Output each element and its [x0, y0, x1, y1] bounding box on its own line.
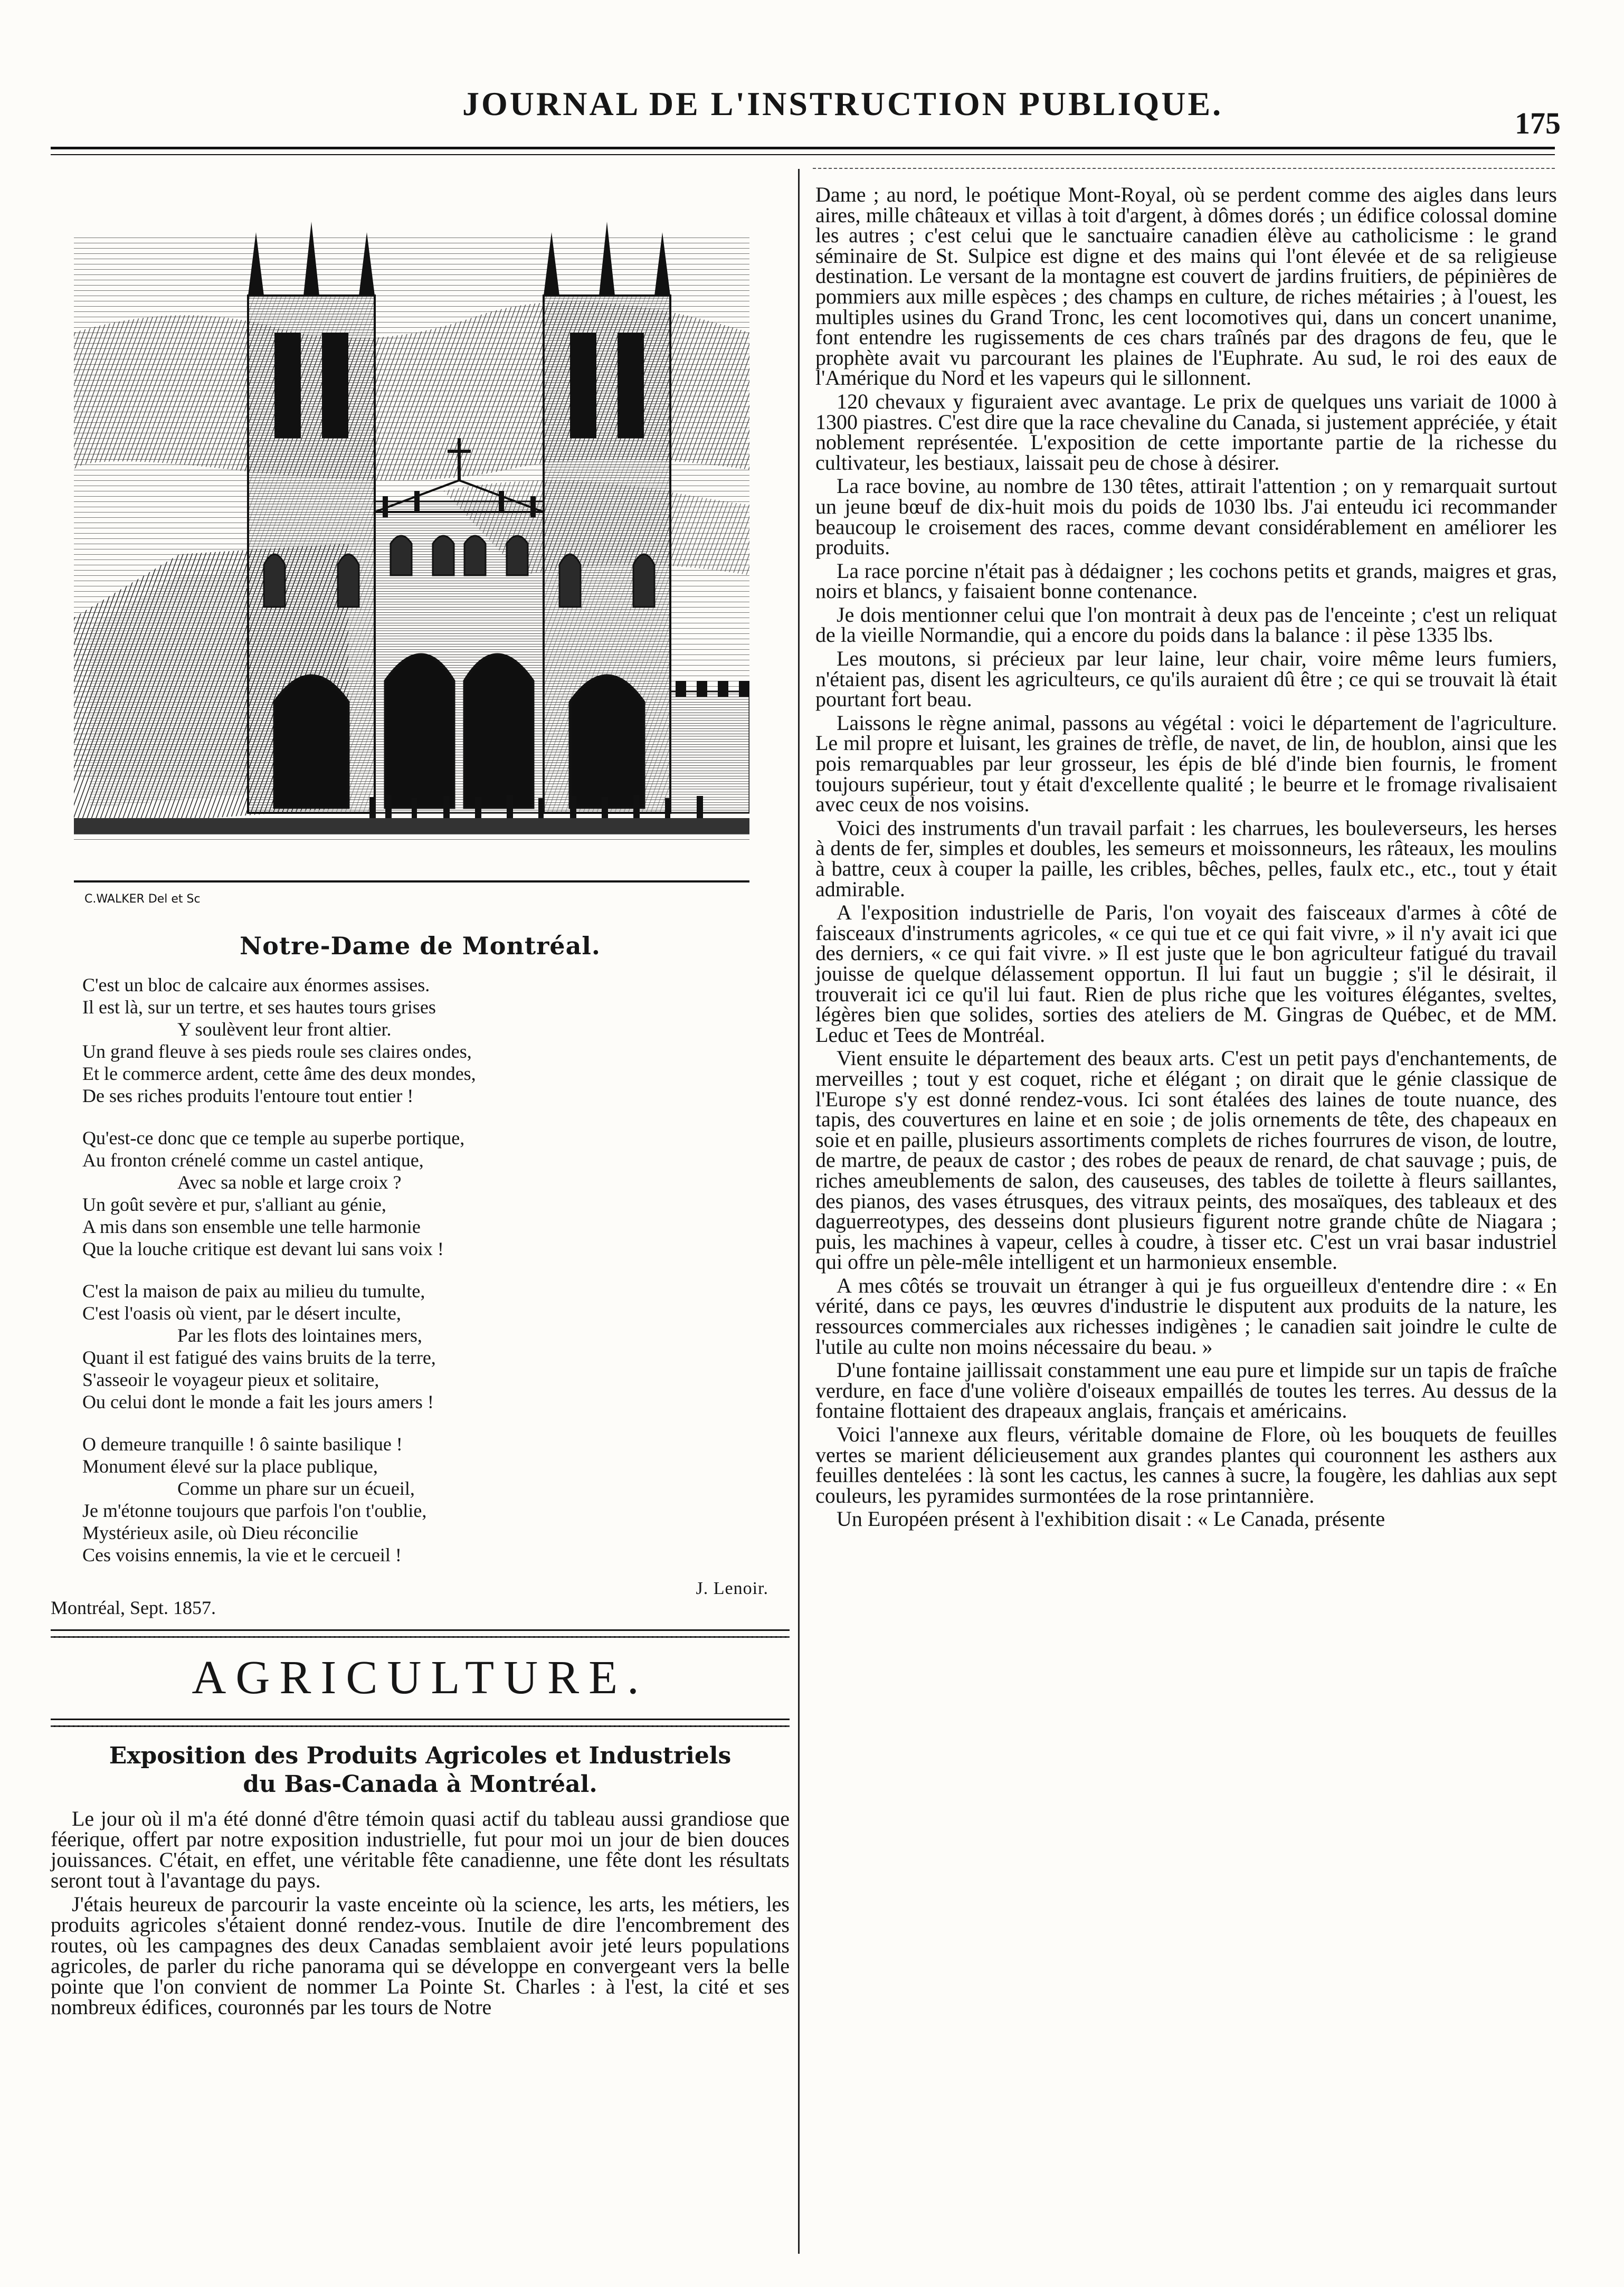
poem-line: Mystérieux asile, où Dieu réconcilie	[82, 1522, 358, 1543]
page-number: 175	[1515, 106, 1561, 140]
article-paragraph: La race porcine n'était pas à dédaigner ; les cochons petits et grands, maigres et gras, noirs et blancs, y faisaient bonne contenance.	[815, 558, 1557, 603]
poem-line: Par les flots des lointaines mers,	[177, 1325, 422, 1346]
article-paragraph: Je dois mentionner celui que l'on montrait à deux pas de l'enceinte ; c'est un reliquat de la vieille Normandie, qui a encore du poids dans la balance : il pèse 1335 lbs.	[815, 602, 1557, 647]
section-rule	[51, 1629, 790, 1631]
poem-line: Ou celui dont le monde a fait les jours amers !	[82, 1391, 434, 1412]
header-rule-thin	[51, 154, 1555, 155]
poem-stanza	[82, 974, 790, 1107]
section-rule	[51, 1719, 790, 1720]
poem-line: Comme un phare sur un écueil,	[177, 1478, 415, 1499]
poem-line: C'est l'oasis où vient, par le désert inculte,	[82, 1303, 401, 1324]
article-paragraph: Les moutons, si précieux par leur laine, leur chair, voire même leurs fumiers, n'étaient pas, disent les agriculteurs, ce qu'ils auraient dû être ; ce qui se trouvait là était pourtant fort beau.	[815, 647, 1557, 711]
poem-line: Il est là, sur un tertre, et ses hautes tours grises	[82, 997, 436, 1018]
article-paragraph: Dame ; au nord, le poétique Mont-Royal, où se perdent comme des aigles dans leurs aires, mille châteaux et villas à toit d'argent, à dômes dorés ; un édifice colossal domine les autres ; c'est celui que le sanctuaire canadien élève au catholicisme : le grand séminaire de St. Sulpice est digne et des mains qui l'ont élevée et de sa religieuse destination. Le versant de la montagne est couvert de jardins fruitiers, de pépinières de pommiers aux mille espèces ; des champs en culture, de riches métairies ; à l'ouest, les multiples usines du Grand Tronc, les cent locomotives qui, dans un concert unanime, font entendre les rugissements de ces chars traînés par des dragons de feu, que le prophète avait vu parcourant les plaines de l'Euphrate. Au sud, le roi des eaux de l'Amérique du Nord et les vapeurs qui le sillonnent.	[815, 183, 1557, 390]
article-title	[51, 1742, 790, 1799]
poem-line: S'asseoir le voyageur pieux et solitaire,	[82, 1369, 379, 1390]
header-rule-dotted	[813, 168, 1555, 169]
poem-line: Un goût sevère et pur, s'alliant au génie,	[82, 1194, 386, 1215]
journal-title: JOURNAL DE L'INSTRUCTION PUBLIQUE.	[462, 85, 1223, 122]
poem-date: Montréal, Sept. 1857.	[51, 1597, 216, 1618]
notre-dame-engraving	[74, 174, 749, 908]
column-divider	[798, 169, 800, 2254]
poem-line: Avec sa noble et large croix ?	[177, 1172, 402, 1193]
article-paragraph: A l'exposition industrielle de Paris, l'on voyait des faisceaux d'armes à côté de faisceaux d'instruments agricoles, « ce qui tue et ce qui fait vivre, » il n'y avait ici que des derniers, « ce qui fait vivre. » Il est juste que le bon agriculteur fatigué du travail jouisse de quelque délassement opportun. Il lui faut un buggie ; s'il le désirait, il trouverait ici ce qu'il lui faut. Rien de plus riche que les voitures élégantes, sveltes, légères bien que solides, sorties des ateliers de M. Gingras de Québec, et de MM. Leduc et Tees de Montréal.	[815, 900, 1557, 1047]
poem-line: Et le commerce ardent, cette âme des deux mondes,	[82, 1063, 476, 1084]
article-paragraph: 120 chevaux y figuraient avec avantage. Le prix de quelques uns variait de 1000 à 1300 piastres. C'est dire que la race chevaline du Canada, si justement appréciée, y était noblement représentée. L'exposition de cette importante partie de la richesse du cultivateur, les bestiaux, laissait peu de chose à désirer.	[815, 389, 1557, 475]
poem-line: Je m'étonne toujours que parfois l'on t'oublie,	[82, 1500, 427, 1521]
header-rule-thick	[51, 147, 1555, 149]
poem-line: Ces voisins ennemis, la vie et le cercueil !	[82, 1544, 402, 1565]
section-rule-dashed	[51, 1725, 790, 1727]
article-paragraph: Laissons le règne animal, passons au végétal : voici le département de l'agriculture. Le mil propre et luisant, les graines de trèfle, de navet, de lin, de houblon, ainsi que les pois remarquables par leur grosseur, les épis de blé d'inde bien fournis, le froment toujours supérieur, tout y était d'excellente qualité ; le beurre et le fromage rivalisaient avec ceux de nos voisins.	[815, 710, 1557, 817]
poem-line: Que la louche critique est devant lui sans voix !	[82, 1238, 444, 1259]
poem-stanza	[82, 1433, 790, 1566]
poem-line: O demeure tranquille ! ô sainte basilique !	[82, 1434, 403, 1455]
article-title-line: Exposition des Produits Agricoles et Industriels	[109, 1742, 732, 1769]
left-column	[51, 174, 790, 2020]
article-paragraph: Vient ensuite le département des beaux arts. C'est un petit pays d'enchantements, de merveilles ; tout y est coquet, riche et élégant ; on dirait que le génie classique de l'Europe s'y est donné rendez-vous. Ici sont étalées des laines de toute nuance, des tapis, des couvertures en laine et en soie ; de jolis ornements de tête, des chapeaux en soie et en paille, plusieurs assortiments complets de riches fourrures de vison, de loutre, de martre, de peaux de castor ; des robes de peaux de renard, de chat sauvage ; puis, de riches ameublements de salon, des causeuses, des tables de toilette à fleurs saillantes, des pianos, des vases étrusques, des vitraux peints, des mosaïques, des tableaux et des daguerreotypes, des desseins dont plusieurs figurent notre grande chûte de Niagara ; puis, les machines à vapeur, celles à coudre, à tisser etc. C'est un vrai basar industriel qui offre un pèle-mêle intelligent et un harmonieux ensemble.	[815, 1046, 1557, 1274]
poem-stanza	[82, 1127, 790, 1260]
section-rule-dashed	[51, 1636, 790, 1638]
article-paragraph: J'étais heureux de parcourir la vaste enceinte où la science, les arts, les métiers, les produits agricoles s'étaient donné rendez-vous. Inutile de dire l'encombrement des routes, où les campagnes des deux Canadas semblaient avoir jeté leurs populations agricoles, de parler du riche panorama qui se développe en convergeant vers la belle pointe que l'on convient de nommer La Pointe St. Charles : à l'est, la cité et ses nombreux édifices, couronnés par les tours de Notre	[51, 1892, 790, 2019]
article-paragraph: A mes côtés se trouvait un étranger à qui je fus orgueilleux d'entendre dire : « En vérité, dans ce pays, les œuvres d'industrie le disputent aux produits de la nature, les ressources commerciales aux richesses indigènes ; le canadien sait joindre le culte de l'utile au culte non moins nécessaire du beau. »	[815, 1273, 1557, 1359]
page-header	[0, 0, 1624, 140]
poem-line: C'est la maison de paix au milieu du tumulte,	[82, 1280, 425, 1302]
poem-line: Qu'est-ce donc que ce temple au superbe portique,	[82, 1127, 465, 1149]
article-title-line: du Bas-Canada à Montréal.	[243, 1771, 597, 1798]
poem-line: Monument élevé sur la place publique,	[82, 1456, 378, 1477]
poem-line: De ses riches produits l'entoure tout entier !	[82, 1085, 414, 1106]
article-paragraph: Voici des instruments d'un travail parfait : les charrues, les bouleverseurs, les herses à dents de fer, simples et doubles, les semeurs et moissonneurs, les râteaux, les moulins à battre, ceux à couper la paille, les cribles, bêches, pelles, faulx etc., etc., tout y était admirable.	[815, 815, 1557, 901]
poem-line: Un grand fleuve à ses pieds roule ses claires ondes,	[82, 1041, 472, 1062]
section-title: AGRICULTURE.	[192, 1652, 649, 1704]
article-paragraph: La race bovine, au nombre de 130 têtes, attirait l'attention ; on y remarquait surtout un jeune bœuf de dix-huit mois du poids de 1030 lbs. J'ai enteudu ici recommander beaucoup le croisement des races, comme devant considérablement en améliorer les produits.	[815, 474, 1557, 559]
poem-line: Au fronton crénelé comme un castel antique,	[82, 1150, 424, 1171]
poem-line: Y soulèvent leur front altier.	[177, 1019, 392, 1040]
poem-line: A mis dans son ensemble une telle harmonie	[82, 1216, 421, 1237]
poem-line: C'est un bloc de calcaire aux énormes assises.	[82, 974, 430, 995]
article-paragraph: D'une fontaine jaillissait constamment une eau pure et limpide sur un tapis de fraîche verdure, en face d'une volière d'oiseaux empaillés de toutes les terres. Au dessus de la fontaine flottaient des drapeaux anglais, français et américains.	[815, 1358, 1557, 1423]
right-column	[815, 185, 1557, 1533]
poem-stanza	[82, 1280, 790, 1413]
article-paragraph: Voici l'annexe aux fleurs, véritable domaine de Flore, où les bouquets de feuilles vertes se marient délicieusement aux grandes plantes qui couronnent les asthers aux feuilles dentelées : là sont les cactus, les cannes à sucre, la fougère, les dahlias aux sept couleurs, les pyramides surmontées de la rose printannière.	[815, 1422, 1557, 1507]
poem-signature: J. Lenoir.	[696, 1579, 768, 1598]
illustration-caption: Notre-Dame de Montréal.	[240, 932, 601, 960]
engraver-credit: C.WALKER Del et Sc	[84, 893, 201, 906]
article-paragraph: Le jour où il m'a été donné d'être témoin quasi actif du tableau aussi grandiose que féerique, offert par notre exposition industrielle, fut pour moi un jour de bien douces jouissances. C'était, en effet, une véritable fête canadienne, une fête dont les résultats seront tout à l'avantage du pays.	[51, 1807, 790, 1892]
poem	[82, 974, 790, 1566]
article-paragraph: Un Européen présent à l'exhibition disait : « Le Canada, présente	[837, 1507, 1385, 1531]
poem-line: Quant il est fatigué des vains bruits de la terre,	[82, 1347, 436, 1368]
